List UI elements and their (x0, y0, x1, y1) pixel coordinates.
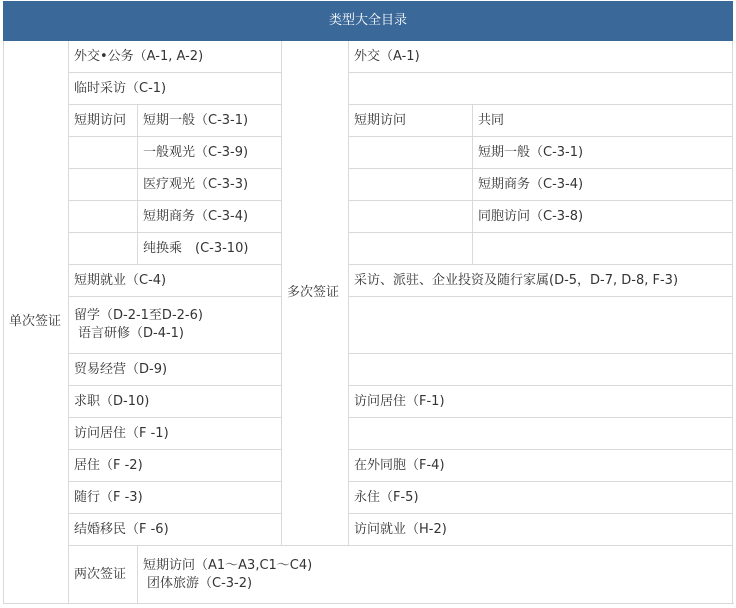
multi-entry-label: 多次签证 (282, 41, 349, 546)
table-row (4, 386, 733, 418)
empty-cell (349, 354, 733, 386)
multi-visit-residence: 访问居住（F-1) (349, 386, 733, 418)
empty-cell (349, 418, 733, 450)
multi-visit-employment: 访问就业（H-2) (349, 514, 733, 546)
single-accompanying: 随行（F -3) (69, 482, 282, 514)
table-row (4, 105, 733, 137)
empty-cell (349, 169, 473, 201)
empty-cell (69, 201, 138, 233)
empty-cell (349, 233, 473, 265)
empty-cell (349, 297, 733, 354)
single-short-general: 短期一般（C-3-1) (138, 105, 282, 137)
empty-cell (349, 137, 473, 169)
multi-short-general: 短期一般（C-3-1) (473, 137, 733, 169)
empty-cell (473, 233, 733, 265)
empty-cell (349, 201, 473, 233)
table-row (4, 418, 733, 450)
table-row (4, 354, 733, 386)
single-general-tourism: 一般观光（C-3-9) (138, 137, 282, 169)
single-marriage-immigration: 结婚移民（F -6) (69, 514, 282, 546)
multi-overseas-compatriot: 在外同胞（F-4) (349, 450, 733, 482)
single-visit-residence: 访问居住（F -1) (69, 418, 282, 450)
table-row (4, 233, 733, 265)
table-row (4, 546, 733, 604)
multi-press-dispatch-investment: 采访、派驻、企业投资及随行家属(D-5，D-7, D-8, F-3) (349, 265, 733, 297)
single-short-visit-label: 短期访问 (69, 105, 138, 137)
double-short-visit: 短期访问（A1～A3,C1～C4) (143, 557, 313, 573)
single-entry-label: 单次签证 (4, 41, 69, 604)
table-title: 类型大全目录 (4, 2, 733, 41)
single-study: 留学（D-2-1至D-2-6) (74, 308, 203, 323)
empty-cell (349, 73, 733, 105)
single-trade-management: 贸易经营（D-9) (69, 354, 282, 386)
multi-permanent-residence: 永住（F-5) (349, 482, 733, 514)
table-row (4, 482, 733, 514)
multi-common-label: 共同 (473, 105, 733, 137)
single-study-cell (69, 297, 282, 354)
table-row (4, 137, 733, 169)
single-job-seeking: 求职（D-10) (69, 386, 282, 418)
table-row (4, 265, 733, 297)
double-group-tour: 团体旅游（C-3-2) (147, 575, 253, 591)
double-entry-label: 两次签证 (69, 546, 138, 604)
table-row (4, 41, 733, 73)
single-diplomatic-official: 外交•公务（A-1, A-2) (69, 41, 282, 73)
single-temporary-press: 临时采访（C-1) (69, 73, 282, 105)
multi-diplomatic: 外交（A-1) (349, 41, 733, 73)
empty-cell (69, 169, 138, 201)
single-transit: 纯换乘 (C-3-10) (138, 233, 282, 265)
table-row (4, 169, 733, 201)
double-entry-cell (138, 546, 733, 604)
multi-short-visit-label: 短期访问 (349, 105, 473, 137)
multi-compatriot-visit: 同胞访问（C-3-8) (473, 201, 733, 233)
single-medical-tourism: 医疗观光（C-3-3) (138, 169, 282, 201)
table-row (4, 514, 733, 546)
empty-cell (69, 233, 138, 265)
single-short-business: 短期商务（C-3-4) (138, 201, 282, 233)
table-row (4, 201, 733, 233)
table-row (4, 450, 733, 482)
visa-type-table (3, 1, 733, 604)
empty-cell (69, 137, 138, 169)
single-short-employment: 短期就业（C-4) (69, 265, 282, 297)
table-row (4, 297, 733, 354)
single-residence: 居住（F -2) (69, 450, 282, 482)
table-row (4, 73, 733, 105)
single-language-training: 语言研修（D-4-1) (78, 326, 185, 341)
table-header-row (4, 2, 733, 41)
multi-short-business: 短期商务（C-3-4) (473, 169, 733, 201)
